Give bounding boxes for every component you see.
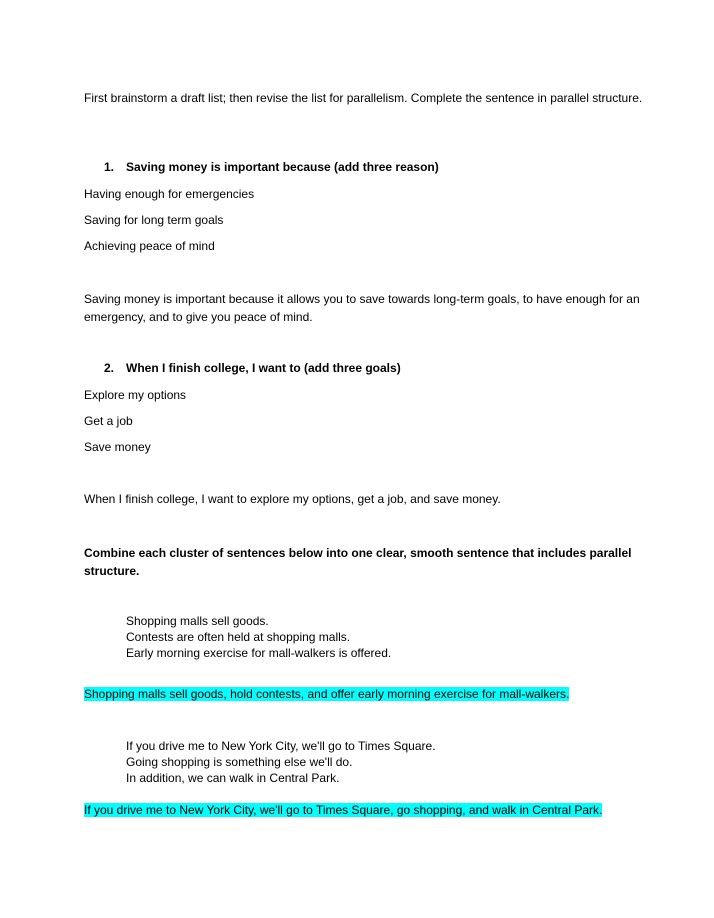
question-1-heading [0,159,714,175]
q2-list-item: Save money [84,440,151,454]
intro-instructions: First brainstorm a draft list; then revise the list for parallelism. Complete the sentence in parallel structure. [84,91,643,105]
question-1-number: 1. [104,160,115,174]
cluster-1-answer-highlighted: Shopping malls sell goods, hold contests, and offer early morning exercise for mall-walkers. [84,687,570,701]
question-2-text: When I finish college, I want to (add three goals) [126,361,401,375]
question-1-text: Saving money is important because (add three reason) [126,160,439,174]
cluster-2-sentence: If you drive me to New York City, we'll go to Times Square. [126,739,436,753]
q2-list-item: Get a job [84,414,133,428]
cluster-2-sentence: In addition, we can walk in Central Park. [126,771,340,785]
cluster-1-sentence: Contests are often held at shopping malls. [126,630,351,644]
q1-answer: Saving money is important because it allows you to save towards long-term goals, to have enough for an emergency, and to give you peace of mind. [84,292,640,324]
q1-list-item: Having enough for emergencies [84,187,255,201]
cluster-2-answer-highlighted: If you drive me to New York City, we'll go to Times Square, go shopping, and walk in Central Park. [84,803,603,817]
cluster-2-sentence: Going shopping is something else we'll do. [126,755,353,769]
q1-list-item: Saving for long term goals [84,213,224,227]
cluster-1-sentence: Shopping malls sell goods. [126,614,269,628]
q2-list-item: Explore my options [84,388,187,402]
q2-answer: When I finish college, I want to explore my options, get a job, and save money. [84,492,501,506]
combine-instruction: Combine each cluster of sentences below into one clear, smooth sentence that includes parallel structure. [84,546,632,578]
question-2-heading [0,360,714,376]
question-2-number: 2. [104,361,115,375]
cluster-1-sentence: Early morning exercise for mall-walkers is offered. [126,646,392,660]
q1-list-item: Achieving peace of mind [84,239,215,253]
